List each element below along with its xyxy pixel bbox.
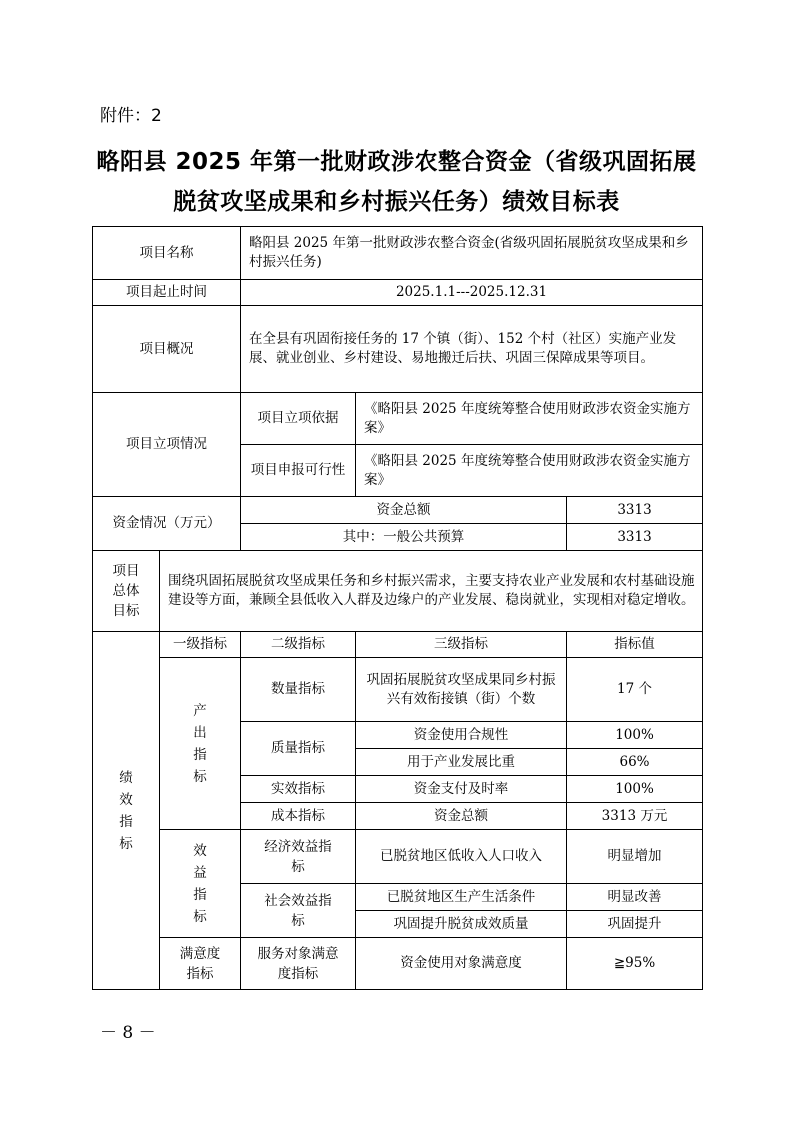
quality-1-value: 100% xyxy=(567,722,703,749)
output-label-text: 产出指标 xyxy=(193,702,207,785)
document-title-line-2: 脱贫攻坚成果和乡村振兴任务）绩效目标表 xyxy=(173,189,620,215)
funds-total-value: 3313 xyxy=(567,497,703,524)
effect-value: 100% xyxy=(567,776,703,803)
table-row xyxy=(93,280,703,306)
table-row xyxy=(93,938,703,990)
social-1-l3: 已脱贫地区生产生活条件 xyxy=(356,884,567,911)
quantity-l3: 巩固拓展脱贫攻坚成果同乡村振兴有效衔接镇（街）个数 xyxy=(356,658,567,722)
quantity-value: 17 个 xyxy=(567,658,703,722)
cost-value: 3313 万元 xyxy=(567,803,703,830)
social-l2 xyxy=(241,884,356,938)
goal-label xyxy=(93,551,160,632)
quantity-l2: 数量指标 xyxy=(241,658,356,722)
perf-label-text: 绩效指标 xyxy=(119,769,133,852)
quality-2-l3: 用于产业发展比重 xyxy=(356,749,567,776)
service-l3: 资金使用对象满意度 xyxy=(356,938,567,990)
project-name-value: 略阳县 2025 年第一批财政涉农整合资金(省级巩固拓展脱贫攻坚成果和乡村振兴任务) xyxy=(241,227,703,280)
table-row xyxy=(93,830,703,884)
service-l2 xyxy=(241,938,356,990)
header-level3: 三级指标 xyxy=(356,632,567,658)
header-value: 指标值 xyxy=(567,632,703,658)
feasibility-value: 《略阳县 2025 年度统筹整合使用财政涉农资金实施方案》 xyxy=(356,445,703,497)
service-value: ≧95% xyxy=(567,938,703,990)
quality-1-l3: 资金使用合规性 xyxy=(356,722,567,749)
effect-l3: 资金支付及时率 xyxy=(356,776,567,803)
attachment-label: 附件：2 xyxy=(100,106,162,126)
benefit-label xyxy=(160,830,241,938)
economic-l3: 已脱贫地区低收入人口收入 xyxy=(356,830,567,884)
goal-value: 围绕巩固拓展脱贫攻坚成果任务和乡村振兴需求，主要支持农业产业发展和农村基础设施建设等方面，兼顾全县低收入人群及边缘户的产业发展、稳岗就业，实现相对稳定增收。 xyxy=(160,551,703,632)
benefit-label-text: 效益指标 xyxy=(193,842,207,925)
funds-total-label: 资金总额 xyxy=(241,497,567,524)
output-label xyxy=(160,658,241,830)
period-label: 项目起止时间 xyxy=(93,280,241,306)
perf-label xyxy=(93,632,160,990)
funds-label: 资金情况（万元） xyxy=(93,497,241,551)
service-l2-text: 服务对象满意度指标 xyxy=(257,945,339,982)
funds-public-label: 其中：一般公共预算 xyxy=(241,524,567,551)
table-row xyxy=(93,306,703,393)
social-1-value: 明显改善 xyxy=(567,884,703,911)
satisfaction-label-text: 满意度指标 xyxy=(179,945,221,982)
approval-basis-label: 项目立项依据 xyxy=(241,393,356,445)
table-row xyxy=(93,393,703,445)
header-level1: 一级指标 xyxy=(160,632,241,658)
economic-l2 xyxy=(241,830,356,884)
quality-l2: 质量指标 xyxy=(241,722,356,776)
economic-l2-text: 经济效益指标 xyxy=(264,838,332,875)
social-2-l3: 巩固提升脱贫成效质量 xyxy=(356,911,567,938)
header-level2: 二级指标 xyxy=(241,632,356,658)
social-2-value: 巩固提升 xyxy=(567,911,703,938)
overview-value: 在全县有巩固衔接任务的 17 个镇（街）、152 个村（社区）实施产业发展、就业创业、乡村建设、易地搬迁后扶、巩固三保障成果等项目。 xyxy=(241,306,703,393)
feasibility-label: 项目申报可行性 xyxy=(241,445,356,497)
funds-public-value: 3313 xyxy=(567,524,703,551)
period-value: 2025.1.1---2025.12.31 xyxy=(241,280,703,306)
goal-label-text: 项目总体目标 xyxy=(112,563,140,619)
performance-target-table xyxy=(92,226,703,990)
table-row xyxy=(93,658,703,722)
table-row xyxy=(93,551,703,632)
satisfaction-label xyxy=(160,938,241,990)
table-row xyxy=(93,632,703,658)
page-number: － 8 － xyxy=(100,1023,156,1043)
effect-l2: 实效指标 xyxy=(241,776,356,803)
table-row xyxy=(93,227,703,280)
cost-l2: 成本指标 xyxy=(241,803,356,830)
economic-value: 明显增加 xyxy=(567,830,703,884)
overview-label: 项目概况 xyxy=(93,306,241,393)
cost-l3: 资金总额 xyxy=(356,803,567,830)
approval-basis-value: 《略阳县 2025 年度统筹整合使用财政涉农资金实施方案》 xyxy=(356,393,703,445)
project-name-label: 项目名称 xyxy=(93,227,241,280)
document-title-line-1: 略阳县 2025 年第一批财政涉农整合资金（省级巩固拓展 xyxy=(96,149,697,175)
quality-2-value: 66% xyxy=(567,749,703,776)
table-row xyxy=(93,497,703,524)
social-l2-text: 社会效益指标 xyxy=(264,892,332,929)
approval-label: 项目立项情况 xyxy=(93,393,241,497)
